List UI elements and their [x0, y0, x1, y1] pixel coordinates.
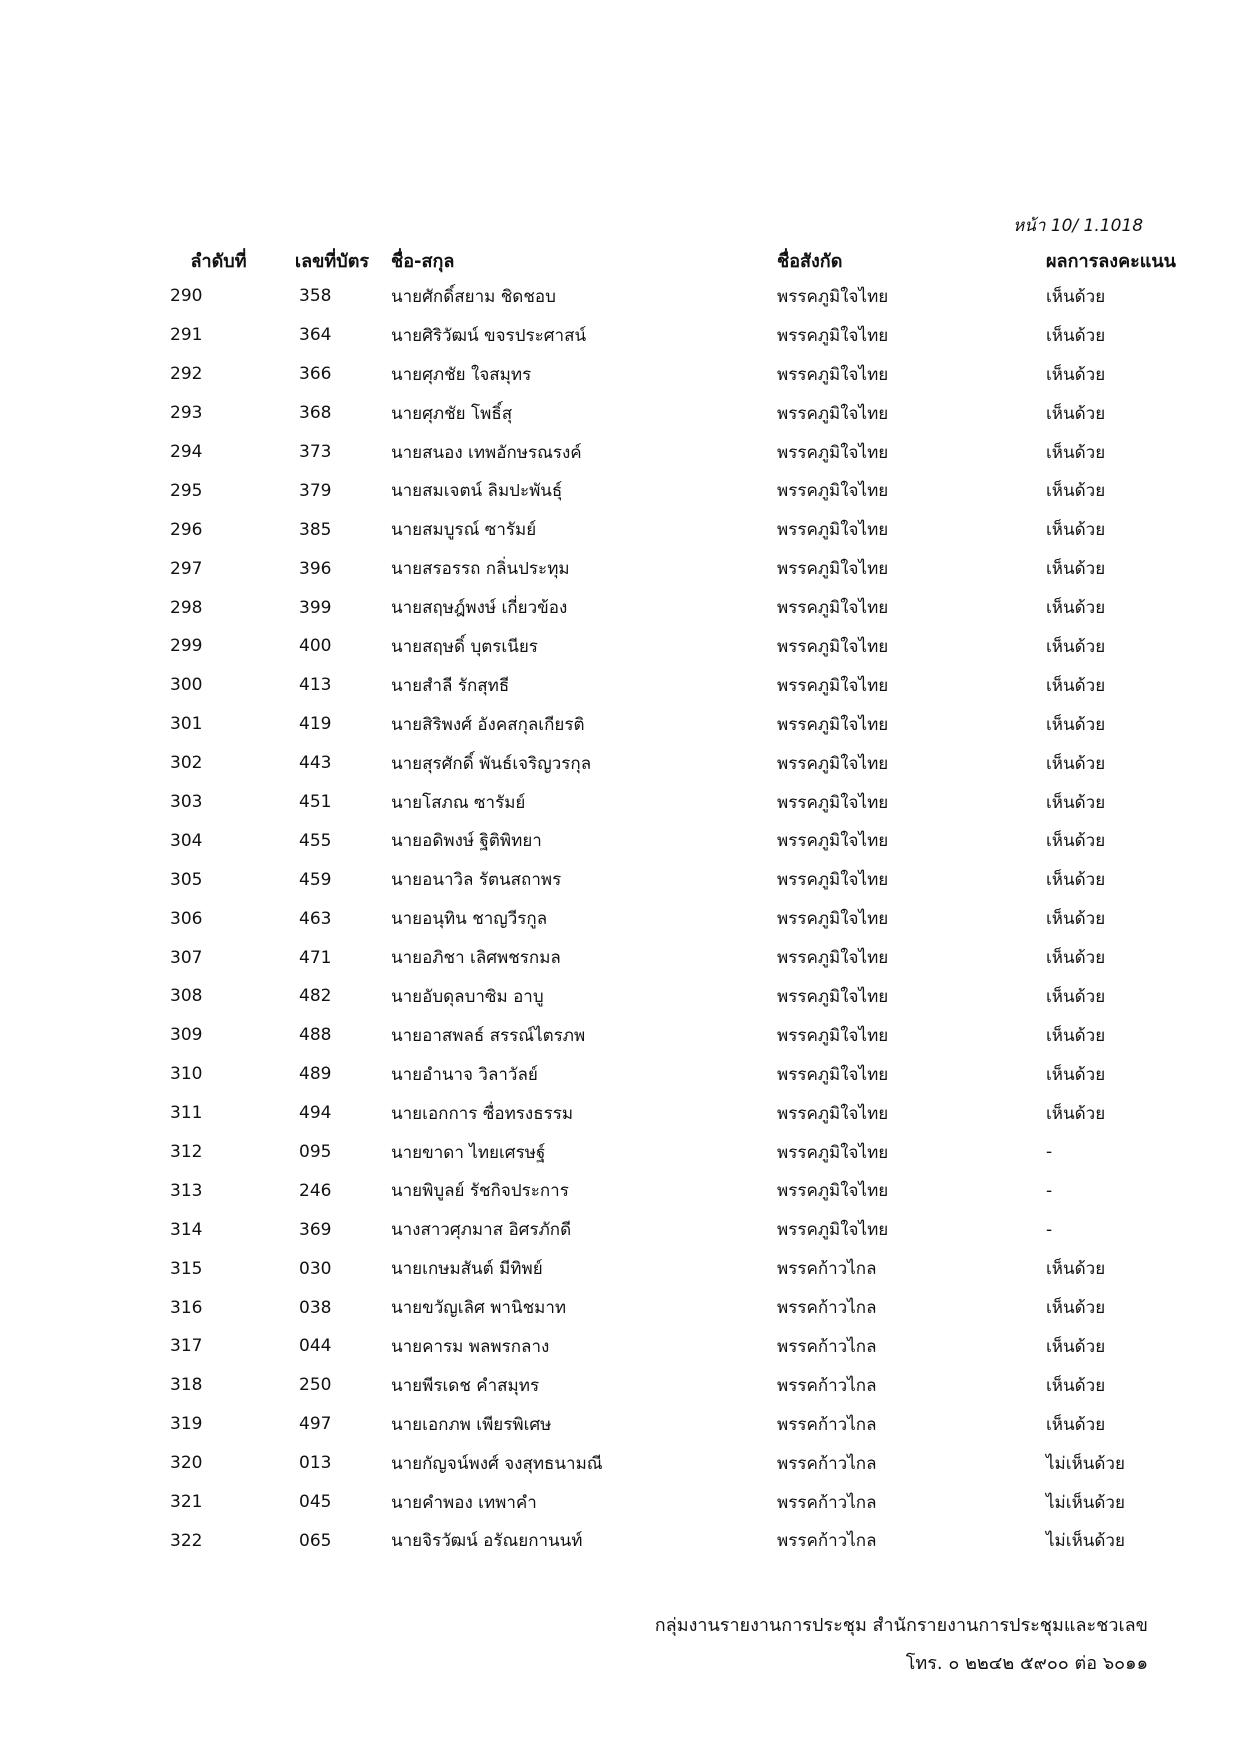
table-row: [160, 860, 1206, 899]
party-cell: พรรคภูมิใจไทย: [777, 325, 889, 346]
table-row: [160, 938, 1206, 977]
vote-result-cell: เห็นด้วย: [1046, 364, 1106, 385]
name-cell: นายอภิชา เลิศพชรกมล: [391, 948, 561, 969]
card-number-cell: 419: [299, 714, 332, 735]
name-cell: นายพิบูลย์ รัชกิจประการ: [391, 1181, 569, 1202]
card-number-cell: 030: [299, 1258, 332, 1279]
table-row: [160, 277, 1206, 316]
footer-phone: โทร. ๐ ๒๒๔๒ ๕๙๐๐ ต่อ ๖๐๑๑: [905, 1653, 1148, 1674]
card-number-cell: 358: [299, 286, 332, 307]
table-row: [160, 1249, 1206, 1288]
table-row: [160, 1133, 1206, 1172]
sequence-cell: 300: [170, 675, 203, 696]
party-cell: พรรคภูมิใจไทย: [777, 831, 889, 852]
vote-result-cell: เห็นด้วย: [1046, 1298, 1106, 1319]
vote-result-cell: เห็นด้วย: [1046, 520, 1106, 541]
vote-result-cell: เห็นด้วย: [1046, 559, 1106, 580]
card-number-cell: 368: [299, 403, 332, 424]
sequence-cell: 319: [170, 1414, 203, 1435]
card-number-cell: 044: [299, 1336, 332, 1357]
card-number-cell: 364: [299, 325, 332, 346]
sequence-cell: 307: [170, 947, 203, 968]
sequence-cell: 315: [170, 1258, 203, 1279]
table-row: [160, 977, 1206, 1016]
name-cell: นายศุภชัย ใจสมุทร: [391, 364, 532, 385]
sequence-cell: 317: [170, 1336, 203, 1357]
vote-result-cell: ไม่เห็นด้วย: [1046, 1453, 1125, 1474]
vote-result-cell: เห็นด้วย: [1046, 675, 1106, 696]
vote-result-cell: เห็นด้วย: [1046, 1025, 1106, 1046]
name-cell: นายสนอง เทพอักษรณรงค์: [391, 442, 582, 463]
table-row: [160, 821, 1206, 860]
column-header-party: ชื่อสังกัด: [777, 250, 843, 272]
card-number-cell: 413: [299, 675, 332, 696]
card-number-cell: 455: [299, 830, 332, 851]
table-row: [160, 355, 1206, 394]
name-cell: นายเอกภพ เพียรพิเศษ: [391, 1414, 552, 1435]
vote-result-cell: -: [1046, 1142, 1053, 1163]
card-number-cell: 095: [299, 1142, 332, 1163]
table-row: [160, 433, 1206, 472]
sequence-cell: 303: [170, 792, 203, 813]
name-cell: นายสุรศักดิ์ พันธ์เจริญวรกุล: [391, 753, 592, 774]
party-cell: พรรคภูมิใจไทย: [777, 675, 889, 696]
party-cell: พรรคภูมิใจไทย: [777, 753, 889, 774]
party-cell: พรรคภูมิใจไทย: [777, 598, 889, 619]
vote-result-cell: เห็นด้วย: [1046, 753, 1106, 774]
vote-result-cell: เห็นด้วย: [1046, 1064, 1106, 1085]
vote-result-cell: -: [1046, 1180, 1053, 1201]
column-header-card-number: เลขที่บัตร: [294, 250, 370, 272]
name-cell: นายอนาวิล รัตนสถาพร: [391, 870, 562, 891]
sequence-cell: 306: [170, 908, 203, 929]
table-row: [160, 1405, 1206, 1444]
footer-office: กลุ่มงานรายงานการประชุม สำนักรายงานการประชุมและชวเลข: [654, 1615, 1148, 1636]
name-cell: นายศักดิ์สยาม ชิดชอบ: [391, 286, 556, 307]
vote-result-cell: เห็นด้วย: [1046, 403, 1106, 424]
table-row: [160, 471, 1206, 510]
card-number-cell: 463: [299, 908, 332, 929]
card-number-cell: 369: [299, 1219, 332, 1240]
name-cell: นายอนุทิน ชาญวีรกูล: [391, 909, 548, 930]
party-cell: พรรคภูมิใจไทย: [777, 870, 889, 891]
name-cell: นายสรอรรถ กลิ่นประทุม: [391, 559, 570, 580]
name-cell: นายขาดา ไทยเศรษฐ์: [391, 1142, 546, 1163]
name-cell: นายกัญจน์พงศ์ จงสุทธนามณี: [391, 1453, 603, 1474]
party-cell: พรรคภูมิใจไทย: [777, 1220, 889, 1241]
sequence-cell: 295: [170, 480, 203, 501]
card-number-cell: 451: [299, 792, 332, 813]
sequence-cell: 321: [170, 1492, 203, 1513]
sequence-cell: 296: [170, 519, 203, 540]
vote-result-cell: ไม่เห็นด้วย: [1046, 1492, 1125, 1513]
vote-result-cell: เห็นด้วย: [1046, 1336, 1106, 1357]
column-header-name: ชื่อ-สกุล: [391, 250, 455, 272]
vote-result-cell: เห็นด้วย: [1046, 636, 1106, 657]
vote-table: [160, 243, 1206, 1560]
table-row: [160, 510, 1206, 549]
card-number-cell: 399: [299, 597, 332, 618]
vote-result-cell: เห็นด้วย: [1046, 442, 1106, 463]
party-cell: พรรคก้าวไกล: [777, 1414, 877, 1435]
card-number-cell: 045: [299, 1492, 332, 1513]
sequence-cell: 322: [170, 1530, 203, 1551]
vote-result-cell: เห็นด้วย: [1046, 1375, 1106, 1396]
card-number-cell: 379: [299, 480, 332, 501]
sequence-cell: 298: [170, 597, 203, 618]
table-row: [160, 549, 1206, 588]
table-row: [160, 1055, 1206, 1094]
name-cell: นายคารม พลพรกลาง: [391, 1336, 550, 1357]
card-number-cell: 038: [299, 1297, 332, 1318]
vote-result-cell: ไม่เห็นด้วย: [1046, 1531, 1125, 1552]
sequence-cell: 313: [170, 1180, 203, 1201]
table-row: [160, 705, 1206, 744]
card-number-cell: 396: [299, 558, 332, 579]
name-cell: นายสิริพงศ์ อังคสกุลเกียรติ: [391, 714, 585, 735]
sequence-cell: 314: [170, 1219, 203, 1240]
card-number-cell: 459: [299, 869, 332, 890]
table-row: [160, 1094, 1206, 1133]
name-cell: นายสำลี รักสุทธี: [391, 675, 510, 696]
page-reference: หน้า 10/ 1.1018: [1013, 216, 1144, 236]
vote-result-cell: เห็นด้วย: [1046, 831, 1106, 852]
sequence-cell: 310: [170, 1064, 203, 1085]
vote-result-cell: เห็นด้วย: [1046, 1259, 1106, 1280]
sequence-cell: 318: [170, 1375, 203, 1396]
party-cell: พรรคภูมิใจไทย: [777, 403, 889, 424]
vote-result-cell: เห็นด้วย: [1046, 870, 1106, 891]
table-row: [160, 316, 1206, 355]
card-number-cell: 482: [299, 986, 332, 1007]
name-cell: นายสมเจตน์ ลิมปะพันธุ์: [391, 481, 563, 502]
party-cell: พรรคก้าวไกล: [777, 1375, 877, 1396]
table-header-row: [160, 243, 1206, 277]
name-cell: นายเอกการ ซื่อทรงธรรม: [391, 1103, 574, 1124]
party-cell: พรรคภูมิใจไทย: [777, 714, 889, 735]
sequence-cell: 297: [170, 558, 203, 579]
vote-result-cell: เห็นด้วย: [1046, 598, 1106, 619]
name-cell: นางสาวศุภมาส อิศรภักดี: [391, 1220, 572, 1241]
party-cell: พรรคก้าวไกล: [777, 1336, 877, 1357]
vote-result-cell: เห็นด้วย: [1046, 986, 1106, 1007]
table-row: [160, 1366, 1206, 1405]
party-cell: พรรคภูมิใจไทย: [777, 1064, 889, 1085]
sequence-cell: 299: [170, 636, 203, 657]
sequence-cell: 309: [170, 1025, 203, 1046]
card-number-cell: 366: [299, 364, 332, 385]
card-number-cell: 494: [299, 1103, 332, 1124]
table-row: [160, 666, 1206, 705]
vote-result-cell: เห็นด้วย: [1046, 286, 1106, 307]
table-row: [160, 1483, 1206, 1522]
vote-result-cell: -: [1046, 1219, 1053, 1240]
table-row: [160, 1288, 1206, 1327]
name-cell: นายอาสพลธ์ สรรณ์ไตรภพ: [391, 1025, 586, 1046]
table-body: [160, 277, 1206, 1560]
card-number-cell: 497: [299, 1414, 332, 1435]
sequence-cell: 292: [170, 364, 203, 385]
name-cell: นายสฤษดิ์ บุตรเนียร: [391, 636, 538, 657]
name-cell: นายอำนาจ วิลาวัลย์: [391, 1064, 538, 1085]
sequence-cell: 302: [170, 753, 203, 774]
name-cell: นายสฤษฎ์พงษ์ เกี่ยวข้อง: [391, 598, 568, 619]
party-cell: พรรคภูมิใจไทย: [777, 1142, 889, 1163]
vote-result-cell: เห็นด้วย: [1046, 481, 1106, 502]
name-cell: นายคำพอง เทพาคำ: [391, 1492, 537, 1513]
vote-result-cell: เห็นด้วย: [1046, 325, 1106, 346]
column-header-sequence: ลำดับที่: [190, 250, 247, 272]
vote-result-cell: เห็นด้วย: [1046, 714, 1106, 735]
sequence-cell: 320: [170, 1453, 203, 1474]
party-cell: พรรคภูมิใจไทย: [777, 520, 889, 541]
card-number-cell: 471: [299, 947, 332, 968]
vote-result-cell: เห็นด้วย: [1046, 792, 1106, 813]
card-number-cell: 489: [299, 1064, 332, 1085]
table-row: [160, 1210, 1206, 1249]
table-row: [160, 899, 1206, 938]
sequence-cell: 311: [170, 1103, 203, 1124]
table-row: [160, 394, 1206, 433]
party-cell: พรรคภูมิใจไทย: [777, 948, 889, 969]
party-cell: พรรคภูมิใจไทย: [777, 909, 889, 930]
table-row: [160, 1444, 1206, 1483]
table-row: [160, 1016, 1206, 1055]
card-number-cell: 443: [299, 753, 332, 774]
name-cell: นายจิรวัฒน์ อรัณยกานนท์: [391, 1531, 583, 1552]
party-cell: พรรคภูมิใจไทย: [777, 481, 889, 502]
party-cell: พรรคภูมิใจไทย: [777, 1025, 889, 1046]
party-cell: พรรคภูมิใจไทย: [777, 1103, 889, 1124]
card-number-cell: 373: [299, 442, 332, 462]
party-cell: พรรคภูมิใจไทย: [777, 792, 889, 813]
column-header-vote-result: ผลการลงคะแนน: [1046, 250, 1176, 272]
sequence-cell: 308: [170, 986, 203, 1007]
card-number-cell: 250: [299, 1375, 332, 1396]
vote-result-cell: เห็นด้วย: [1046, 1414, 1106, 1435]
sequence-cell: 294: [170, 442, 203, 462]
party-cell: พรรคภูมิใจไทย: [777, 286, 889, 307]
name-cell: นายพีรเดช คำสมุทร: [391, 1375, 540, 1396]
sequence-cell: 301: [170, 714, 203, 735]
card-number-cell: 385: [299, 519, 332, 540]
name-cell: นายโสภณ ซารัมย์: [391, 792, 526, 813]
party-cell: พรรคภูมิใจไทย: [777, 364, 889, 385]
party-cell: พรรคภูมิใจไทย: [777, 559, 889, 580]
sequence-cell: 304: [170, 830, 203, 851]
party-cell: พรรคก้าวไกล: [777, 1259, 877, 1280]
name-cell: นายเกษมสันต์ มีทิพย์: [391, 1259, 543, 1280]
party-cell: พรรคก้าวไกล: [777, 1492, 877, 1513]
vote-result-cell: เห็นด้วย: [1046, 1103, 1106, 1124]
sequence-cell: 316: [170, 1297, 203, 1318]
party-cell: พรรคก้าวไกล: [777, 1298, 877, 1319]
vote-result-cell: เห็นด้วย: [1046, 948, 1106, 969]
sequence-cell: 291: [170, 325, 203, 346]
card-number-cell: 246: [299, 1180, 332, 1201]
name-cell: นายศิริวัฒน์ ขจรประศาสน์: [391, 325, 587, 346]
card-number-cell: 488: [299, 1025, 332, 1046]
name-cell: นายสมบูรณ์ ซารัมย์: [391, 520, 537, 541]
sequence-cell: 305: [170, 869, 203, 890]
name-cell: นายอดิพงษ์ ฐิติพิทยา: [391, 831, 542, 852]
sequence-cell: 293: [170, 403, 203, 424]
name-cell: นายอับดุลบาซิม อาบู: [391, 986, 544, 1007]
name-cell: นายศุภชัย โพธิ์สุ: [391, 403, 513, 424]
sequence-cell: 290: [170, 286, 203, 307]
card-number-cell: 065: [299, 1530, 332, 1551]
table-row: [160, 627, 1206, 666]
table-row: [160, 1522, 1206, 1561]
table-row: [160, 1327, 1206, 1366]
party-cell: พรรคภูมิใจไทย: [777, 986, 889, 1007]
table-row: [160, 1171, 1206, 1210]
table-row: [160, 783, 1206, 822]
party-cell: พรรคภูมิใจไทย: [777, 442, 889, 463]
table-row: [160, 588, 1206, 627]
name-cell: นายขวัญเลิศ พานิชมาท: [391, 1298, 567, 1319]
card-number-cell: 013: [299, 1453, 332, 1474]
party-cell: พรรคภูมิใจไทย: [777, 1181, 889, 1202]
sequence-cell: 312: [170, 1142, 203, 1163]
party-cell: พรรคก้าวไกล: [777, 1531, 877, 1552]
card-number-cell: 400: [299, 636, 332, 657]
party-cell: พรรคก้าวไกล: [777, 1453, 877, 1474]
vote-result-cell: เห็นด้วย: [1046, 909, 1106, 930]
table-row: [160, 744, 1206, 783]
party-cell: พรรคภูมิใจไทย: [777, 636, 889, 657]
